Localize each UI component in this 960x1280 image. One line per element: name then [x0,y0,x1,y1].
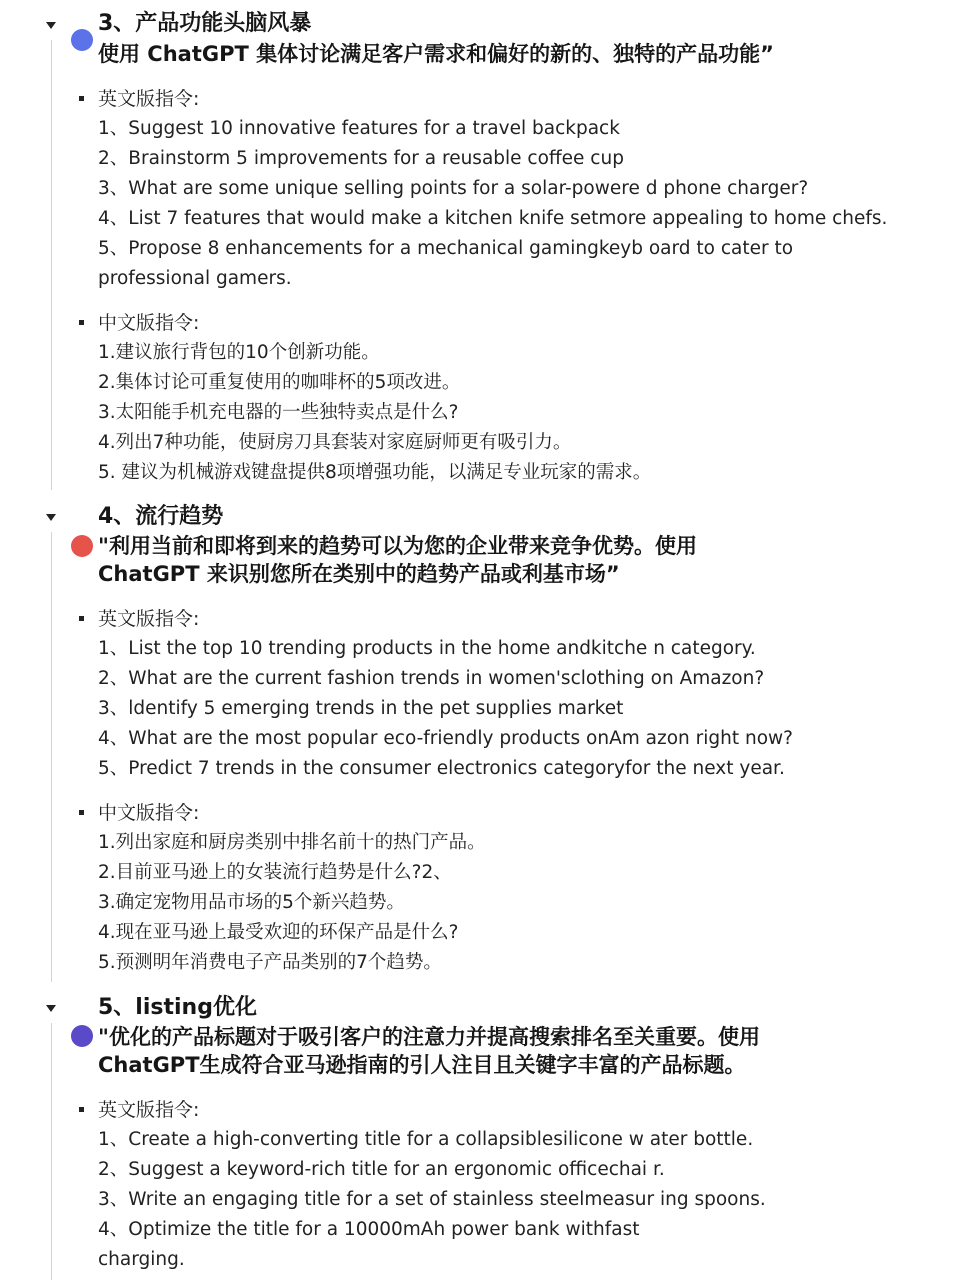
section-bullet-dot [71,29,93,51]
chinese-prompts-group [98,308,888,488]
subtitle-line: "优化的产品标题对于吸引客户的注意力并提高搜索排名至关重要。使用 [98,1025,760,1049]
section-title: 5、listing优化 [98,995,257,1020]
prompt-line: 2、Brainstorm 5 improvements for a reusable coffee cup [98,148,624,169]
english-prompts-group [98,604,888,784]
prompt-line: 4.现在亚马逊上最受欢迎的环保产品是什么? [98,922,459,943]
group-label: 中文版指令: [98,802,200,824]
list-bullet [79,320,84,325]
section-title: 4、流行趋势 [98,504,224,529]
section-subtitle: 使用 ChatGPT 集体讨论满足客户需求和偏好的新的、独特的产品功能” [98,42,774,66]
prompt-line: 3、ldentify 5 emerging trends in the pet supplies market [98,698,624,719]
prompt-line: 2、Suggest a keyword-rich title for an ergonomic officechai r. [98,1159,665,1180]
prompt-line: 3、What are some unique selling points for a solar-powere d phone charger? [98,178,809,199]
collapse-toggle-icon[interactable] [46,1005,56,1012]
list-bullet [79,96,84,101]
group-label: 英文版指令: [98,1099,200,1121]
prompt-line: 4、List 7 features that would make a kitchen knife setmore appealing to home chefs. [98,208,888,229]
prompt-line: 3.确定宠物用品市场的5个新兴趋势。 [98,892,405,913]
prompt-line: 1.列出家庭和厨房类别中排名前十的热门产品。 [98,832,486,853]
prompt-line: 1、Create a high-converting title for a collapsiblesilicone w ater bottle. [98,1129,754,1150]
section-subtitle [98,532,888,588]
subtitle-line: ChatGPT 来识别您所在类别中的趋势产品或利基市场” [98,562,620,586]
collapse-toggle-icon[interactable] [46,514,56,521]
list-bullet [79,1107,84,1112]
section-divider-line [51,1023,52,1280]
prompt-line: 1.建议旅行背包的10个创新功能。 [98,342,380,363]
list-bullet [79,810,84,815]
section-divider-line [51,40,52,490]
prompt-line: 1、Suggest 10 innovative features for a travel backpack [98,118,620,139]
chinese-prompts-group [98,798,888,978]
subtitle-line: ChatGPT生成符合亚马逊指南的引人注目且关键字丰富的产品标题。 [98,1053,746,1077]
prompt-line: 5、Predict 7 trends in the consumer electronics categoryfor the next year. [98,758,785,779]
prompt-line: 5. 建议为机械游戏键盘提供8项增强功能，以满足专业玩家的需求。 [98,462,652,483]
section-subtitle [98,1023,888,1079]
prompt-line: 4、Optimize the title for a 10000mAh power bank withfast [98,1219,640,1240]
prompt-line: 5.预测明年消费电子产品类别的7个趋势。 [98,952,442,973]
prompt-line: charging. [98,1249,185,1270]
section-title: 3、产品功能头脑风暴 [98,11,312,36]
prompt-line: 2.集体讨论可重复使用的咖啡杯的5项改进。 [98,372,461,393]
group-label: 英文版指令: [98,608,200,630]
prompt-line: 3.太阳能手机充电器的一些独特卖点是什么? [98,402,459,423]
prompt-line: 4、What are the most popular eco-friendly products onAm azon right now? [98,728,793,749]
collapse-toggle-icon[interactable] [46,22,56,29]
prompt-line: 2.目前亚马逊上的女装流行趋势是什么?2、 [98,862,452,883]
prompt-line: professional gamers. [98,268,292,289]
subtitle-line: "利用当前和即将到来的趋势可以为您的企业带来竞争优势。使用 [98,534,697,558]
list-bullet [79,616,84,621]
prompt-line: 1、List the top 10 trending products in the home andkitche n category. [98,638,756,659]
section-divider-line [51,532,52,982]
english-prompts-group [98,1095,888,1275]
prompt-line: 2、What are the current fashion trends in women'sclothing on Amazon? [98,668,765,689]
section-bullet-dot [71,1025,93,1047]
english-prompts-group [98,84,888,294]
group-label: 英文版指令: [98,88,200,110]
prompt-line: 5、Propose 8 enhancements for a mechanical gamingkeyb oard to cater to [98,238,794,259]
section-bullet-dot [71,535,93,557]
prompt-line: 3、Write an engaging title for a set of stainless steelmeasur ing spoons. [98,1189,766,1210]
prompt-line: 4.列出7种功能，使厨房刀具套装对家庭厨师更有吸引力。 [98,432,572,453]
group-label: 中文版指令: [98,312,200,334]
